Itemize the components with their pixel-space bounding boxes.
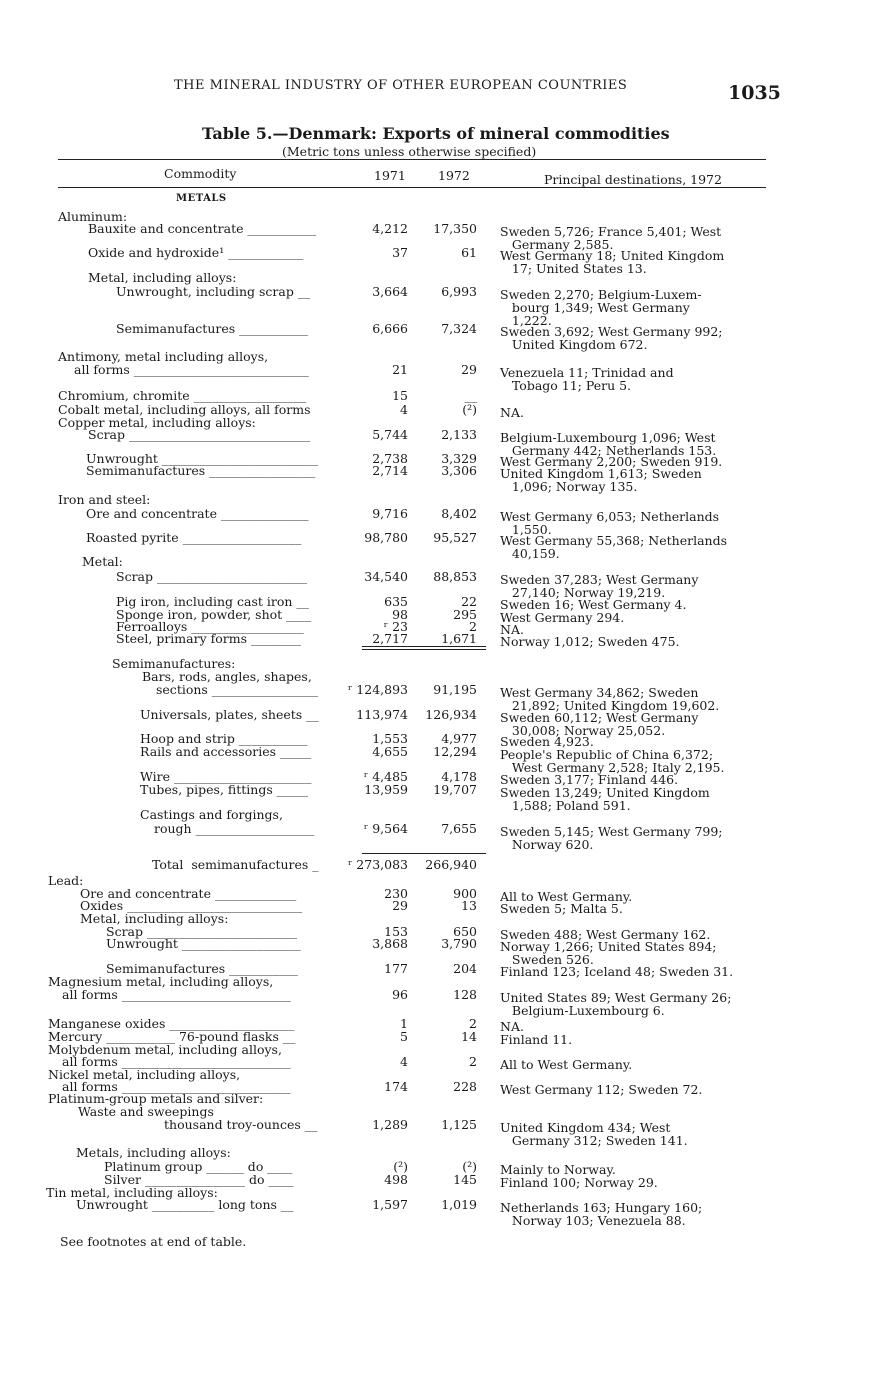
destination-text: NA. [500, 622, 524, 637]
row-label: Bauxite and concentrate ___________ [88, 221, 317, 236]
row-label: Silver ________________ do ____ [104, 1172, 294, 1187]
row-label: Oxide and hydroxide¹ ____________ [88, 245, 304, 260]
footer-note: See footnotes at end of table. [60, 1234, 247, 1249]
value-1971: 3,664 [372, 284, 408, 299]
row-label: all forms ____________________________ [74, 362, 309, 377]
value-1971: ʳ 4,485 [363, 769, 408, 784]
value-1971: 177 [384, 961, 408, 976]
value-1972: 1,671 [441, 631, 477, 646]
row-label: Ferroalloys __________________ [116, 619, 304, 634]
row-label: all forms ___________________________ [62, 1054, 291, 1069]
destination-text: All to West Germany. [500, 1057, 633, 1072]
row-label: Aluminum: [58, 209, 128, 224]
destination-text: Sweden 5,726; France 5,401; West Germany 2,585. [500, 224, 722, 252]
value-1971: 1,289 [372, 1117, 408, 1132]
row-label: Pig iron, including cast iron __ [116, 594, 309, 609]
value-1971: 635 [384, 594, 408, 609]
value-1971: 230 [384, 886, 408, 901]
row-label: all forms ___________________________ [62, 1079, 291, 1094]
row-label: Antimony, metal including alloys, [58, 349, 269, 364]
value-1972: 2 [469, 619, 477, 634]
value-1971: 37 [392, 245, 408, 260]
row-label: Universals, plates, sheets __ [140, 707, 319, 722]
row-label: Tin metal, including alloys: [46, 1185, 218, 1200]
value-1971: 21 [392, 362, 408, 377]
value-1971: 5 [400, 1029, 408, 1044]
value-1972: 228 [453, 1079, 477, 1094]
value-1971: 4,212 [372, 221, 408, 236]
row-label: Nickel metal, including alloys, [48, 1067, 241, 1082]
row-label: Metal, including alloys: [88, 270, 237, 285]
destination-text: Sweden 488; West Germany 162. [500, 927, 711, 942]
row-label: Copper metal, including alloys: [58, 415, 256, 430]
value-1972: 61 [461, 245, 477, 260]
value-1972: 7,655 [441, 821, 477, 836]
destination-text: Sweden 4,923. [500, 734, 594, 749]
value-1972: 7,324 [441, 321, 477, 336]
value-1972: 4,977 [441, 731, 477, 746]
value-1971: 174 [384, 1079, 408, 1094]
destination-text: West Germany 18; United Kingdom 17; United States 13. [500, 248, 725, 276]
value-1971: 15 [392, 388, 408, 403]
row-label: Metal, including alloys: [80, 911, 229, 926]
value-1971: 113,974 [356, 707, 408, 722]
row-label: Semimanufactures ___________ [116, 321, 308, 336]
col-header-destinations: Principal destinations, 1972 [544, 172, 722, 187]
value-1971: (²) [393, 1159, 408, 1174]
value-1972: 650 [453, 924, 477, 939]
value-1972: 6,993 [441, 284, 477, 299]
row-label: Metal: [82, 554, 123, 569]
value-1972: 145 [453, 1172, 477, 1187]
row-label: Bars, rods, angles, shapes, [142, 669, 312, 684]
header-rule-top [58, 159, 766, 160]
destination-text: West Germany 34,862; Sweden 21,892; United Kingdom 19,602. [500, 685, 720, 713]
value-1972: 91,195 [433, 682, 477, 697]
value-1972: 128 [453, 987, 477, 1002]
value-1971: 98,780 [364, 530, 408, 545]
row-label: Molybdenum metal, including alloys, [48, 1042, 282, 1057]
destination-text: Finland 11. [500, 1032, 573, 1047]
value-1972: 2 [469, 1054, 477, 1069]
row-label: Scrap _____________________________ [88, 427, 311, 442]
row-label: Ore and concentrate _____________ [80, 886, 297, 901]
destination-text: Sweden 3,692; West Germany 992; United Kingdom 672. [500, 324, 723, 352]
value-1971: 4 [400, 402, 408, 417]
value-1972: 900 [453, 886, 477, 901]
value-1972: (²) [462, 1159, 477, 1174]
header-rule-bottom [58, 187, 766, 188]
row-label: thousand troy-ounces __ [164, 1117, 318, 1132]
row-label: Wire ______________________ [140, 769, 312, 784]
value-1971: 9,716 [372, 506, 408, 521]
value-1972: 19,707 [433, 782, 477, 797]
value-1971: 98 [392, 607, 408, 622]
value-1972: 95,527 [433, 530, 477, 545]
value-1972: 2,133 [441, 427, 477, 442]
value-1971: 1,597 [372, 1197, 408, 1212]
subtotal-rule-2 [362, 649, 486, 650]
destination-text: Venezuela 11; Trinidad and Tobago 11; Peru 5. [500, 365, 674, 393]
total-rule [362, 853, 486, 854]
value-1972: (²) [462, 402, 477, 417]
row-label: all forms ___________________________ [62, 987, 291, 1002]
value-1971: 2,714 [372, 463, 408, 478]
destination-text: West Germany 55,368; Netherlands 40,159. [500, 533, 728, 561]
row-label: Hoop and strip ___________ [140, 731, 308, 746]
value-1971: ʳ 273,083 [347, 857, 408, 872]
running-head: THE MINERAL INDUSTRY OF OTHER EUROPEAN COUNTRIES [174, 78, 628, 93]
value-1972: 295 [453, 607, 477, 622]
row-label: Steel, primary forms ________ [116, 631, 301, 646]
row-label: Sponge iron, powder, shot ____ [116, 607, 312, 622]
value-1972: 1,125 [441, 1117, 477, 1132]
destination-text: Norway 1,012; Sweden 475. [500, 634, 680, 649]
table-title: Table 5.—Denmark: Exports of mineral commodities [202, 124, 670, 143]
value-1972: 14 [461, 1029, 477, 1044]
value-1971: 6,666 [372, 321, 408, 336]
row-label: Metals, including alloys: [76, 1145, 231, 1160]
subtotal-rule-1 [362, 646, 486, 647]
row-label: Unwrought __________ long tons __ [76, 1197, 294, 1212]
destination-text: Sweden 5,145; West Germany 799; Norway 620. [500, 824, 723, 852]
row-label: Unwrought _________________________ [86, 451, 319, 466]
value-1972: 126,934 [425, 707, 477, 722]
value-1971: 4,655 [372, 744, 408, 759]
row-label: Cobalt metal, including alloys, all forms [58, 402, 311, 417]
col-header-commodity: Commodity [164, 166, 237, 181]
destination-text: Finland 123; Iceland 48; Sweden 31. [500, 964, 734, 979]
value-1972: __ [464, 388, 477, 403]
value-1972: 88,853 [433, 569, 477, 584]
destination-text: Sweden 2,270; Belgium-Luxem- bourg 1,349; West Germany 1,222. [500, 287, 702, 328]
row-label: Semimanufactures ___________ [106, 961, 298, 976]
value-1971: 13,959 [364, 782, 408, 797]
value-1971: 1,553 [372, 731, 408, 746]
value-1971: ʳ 9,564 [363, 821, 408, 836]
destination-text: West Germany 112; Sweden 72. [500, 1082, 703, 1097]
value-1972: 266,940 [425, 857, 477, 872]
destination-text: West Germany 2,200; Sweden 919. [500, 454, 723, 469]
value-1972: 3,306 [441, 463, 477, 478]
table-subtitle: (Metric tons unless otherwise specified) [282, 144, 537, 159]
row-label: Iron and steel: [58, 492, 151, 507]
value-1972: 22 [461, 594, 477, 609]
section-heading-metals: METALS [176, 193, 227, 204]
row-label: Mercury ___________ 76-pound flasks __ [48, 1029, 296, 1044]
row-label: Scrap ________________________ [116, 569, 307, 584]
row-label: Ore and concentrate ______________ [86, 506, 309, 521]
value-1971: ʳ 124,893 [347, 682, 408, 697]
destination-text: NA. [500, 1019, 524, 1034]
value-1971: 2,717 [372, 631, 408, 646]
value-1971: ʳ 23 [383, 619, 408, 634]
row-label: Unwrought ___________________ [106, 936, 301, 951]
row-label: Waste and sweepings [78, 1104, 214, 1119]
value-1972: 12,294 [433, 744, 477, 759]
row-label: Lead: [48, 873, 84, 888]
value-1972: 29 [461, 362, 477, 377]
row-label: Tubes, pipes, fittings _____ [140, 782, 308, 797]
destination-text: Sweden 16; West Germany 4. [500, 597, 687, 612]
value-1971: 1 [400, 1016, 408, 1031]
destination-text: NA. [500, 405, 524, 420]
value-1972: 3,790 [441, 936, 477, 951]
value-1971: 4 [400, 1054, 408, 1069]
value-1972: 204 [453, 961, 477, 976]
destination-text: West Germany 294. [500, 610, 625, 625]
row-label: Unwrought, including scrap __ [116, 284, 311, 299]
row-label: Total semimanufactures _ [152, 857, 319, 872]
value-1972: 1,019 [441, 1197, 477, 1212]
row-label: Platinum group ______ do ____ [104, 1159, 293, 1174]
destination-text: Belgium-Luxembourg 1,096; West Germany 442; Netherlands 153. [500, 430, 717, 458]
row-label: Magnesium metal, including alloys, [48, 974, 274, 989]
value-1971: 29 [392, 898, 408, 913]
destination-text: Sweden 60,112; West Germany 30,008; Norway 25,052. [500, 710, 699, 738]
row-label: sections _________________ [156, 682, 319, 697]
value-1972: 13 [461, 898, 477, 913]
row-label: Castings and forgings, [140, 807, 283, 822]
value-1972: 4,178 [441, 769, 477, 784]
destination-text: West Germany 6,053; Netherlands 1,550. [500, 509, 720, 537]
value-1972: 2 [469, 1016, 477, 1031]
value-1971: 34,540 [364, 569, 408, 584]
destination-text: Sweden 5; Malta 5. [500, 901, 623, 916]
row-label: Roasted pyrite ___________________ [86, 530, 302, 545]
row-label: Platinum-group metals and silver: [48, 1091, 264, 1106]
value-1972: 17,350 [433, 221, 477, 236]
destination-text: Sweden 3,177; Finland 446. [500, 772, 679, 787]
row-label: Semimanufactures: [112, 656, 236, 671]
col-header-1971: 1971 [374, 168, 406, 183]
page-number: 1035 [728, 82, 781, 104]
value-1971: 96 [392, 987, 408, 1002]
row-label: Scrap ________________________ [106, 924, 297, 939]
destination-text: United Kingdom 1,613; Sweden 1,096; Norway 135. [500, 466, 702, 494]
destination-text: Mainly to Norway. [500, 1162, 616, 1177]
destination-text: All to West Germany. [500, 889, 633, 904]
destination-text: Sweden 37,283; West Germany 27,140; Norway 19,219. [500, 572, 699, 600]
value-1971: 2,738 [372, 451, 408, 466]
value-1971: 498 [384, 1172, 408, 1187]
destination-text: Netherlands 163; Hungary 160; Norway 103; Venezuela 88. [500, 1200, 703, 1228]
value-1971: 3,868 [372, 936, 408, 951]
row-label: Manganese oxides ____________________ [48, 1016, 295, 1031]
row-label: Semimanufactures _________________ [86, 463, 316, 478]
destination-text: Finland 100; Norway 29. [500, 1175, 658, 1190]
value-1972: 8,402 [441, 506, 477, 521]
col-header-1972: 1972 [438, 168, 470, 183]
row-label: rough ___________________ [154, 821, 315, 836]
value-1971: 5,744 [372, 427, 408, 442]
destination-text: Norway 1,266; United States 894; Sweden 526. [500, 939, 717, 967]
row-label: Chromium, chromite __________________ [58, 388, 307, 403]
destination-text: People's Republic of China 6,372; West Germany 2,528; Italy 2,195. [500, 747, 725, 775]
row-label: Rails and accessories _____ [140, 744, 312, 759]
destination-text: United States 89; West Germany 26; Belgium-Luxembourg 6. [500, 990, 732, 1018]
destination-text: United Kingdom 434; West Germany 312; Sweden 141. [500, 1120, 688, 1148]
destination-text: Sweden 13,249; United Kingdom 1,588; Poland 591. [500, 785, 710, 813]
value-1972: 3,329 [441, 451, 477, 466]
value-1971: 153 [384, 924, 408, 939]
row-label: Oxides ____________________________ [80, 898, 303, 913]
